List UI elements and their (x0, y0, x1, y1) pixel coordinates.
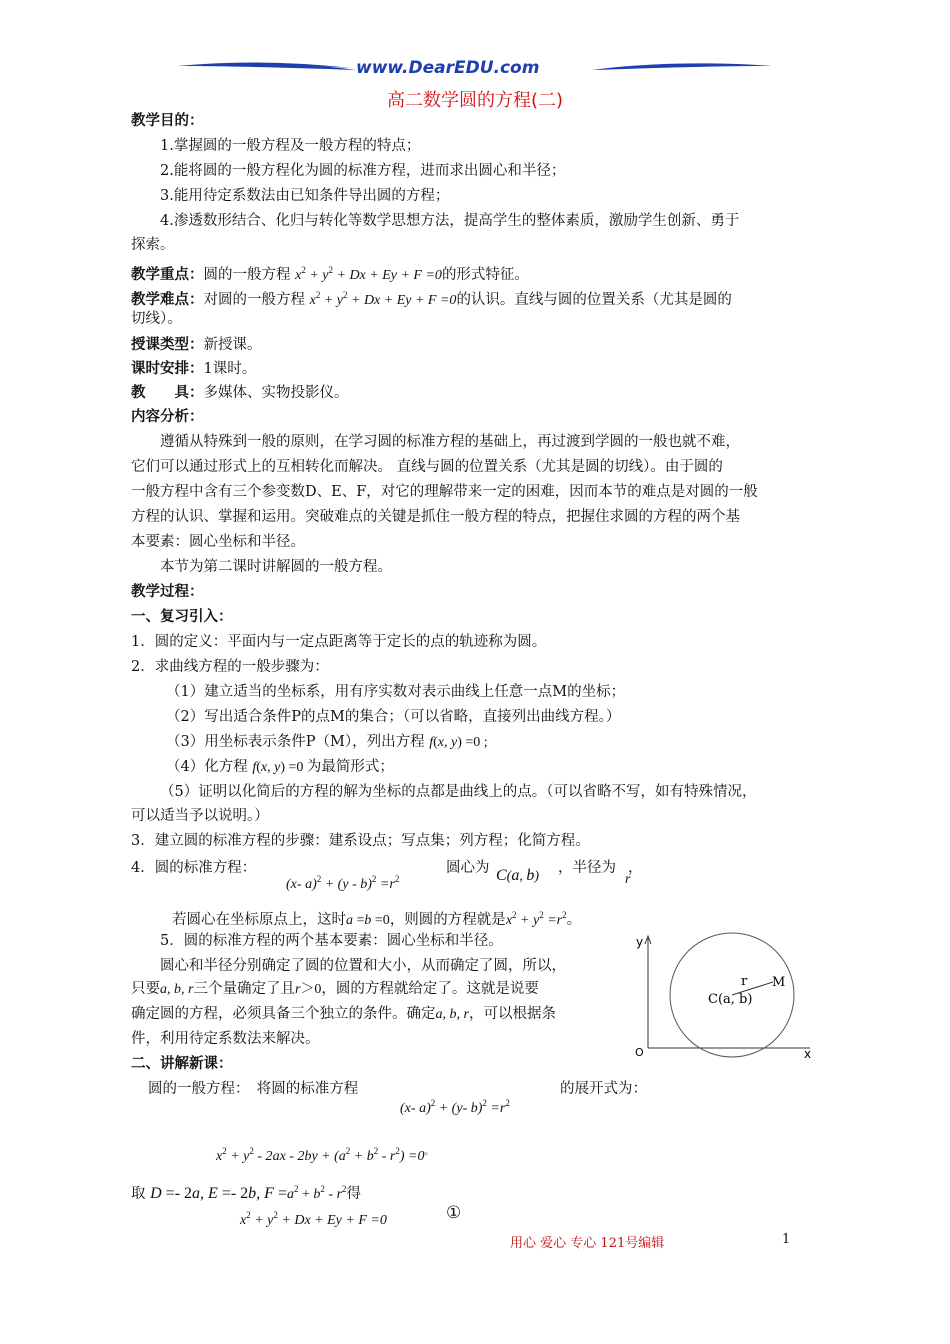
tools (131, 382, 349, 404)
tools-value: 多媒体、实物投影仪。 (203, 385, 349, 401)
lesson-type-label: 授课类型： (131, 337, 204, 353)
expanded-equation: $x^2 + y^2 - 2ax - 2by + (a^2 + b^2 - r^2) =0^。$ (216, 1146, 434, 1164)
origin-case: 若圆心在坐标原点上，这时a =b =0，则圆的方程就是$x^2 + y^2 =r^2$。 (172, 910, 582, 928)
steps-title: 2．求曲线方程的一般步骤为： (131, 659, 329, 675)
figure-r-label: r (741, 974, 748, 989)
process-heading: 教学过程： (131, 584, 204, 600)
lesson-type (131, 334, 262, 356)
standard-equation: (x- $a)^2 + (y - b)^2 =r^2$ (286, 874, 400, 892)
standard-steps: 3．建立圆的标准方程的步骤：建系设点；写点集；列方程；化简方程。 (131, 833, 590, 849)
para-line: 件，利用待定系数法来解决。 (131, 1031, 320, 1047)
figure-origin-label: O (635, 1046, 644, 1059)
step-4: （4）化方程 f(x, y) =0 为最简形式； (166, 759, 394, 775)
step-3-text: （3）用坐标表示条件P（M），列出方程 (166, 734, 425, 750)
para-part: 确定圆的方程，必须具备三个独立的条件。确定 (131, 1006, 436, 1022)
difficulty-post: 的认识。直线与圆的位置关系（尤其是圆的 (456, 292, 732, 308)
difficulty-label: 教学难点： (131, 292, 204, 308)
step-4-post: 为最简形式； (306, 759, 394, 775)
center-label: 圆心为 (446, 860, 490, 876)
analysis-line: 方程的认识、掌握和运用。突破难点的关键是抓住一般方程的特点，把握住求圆的方程的两个基 (131, 509, 740, 525)
difficulty-pre: 对圆的一般方程 (203, 292, 305, 308)
general-intro: 圆的一般方程： 将圆的标准方程 (148, 1081, 359, 1097)
new-lesson-heading: 二、讲解新课： (131, 1056, 233, 1072)
schedule-value: 1课时。 (203, 361, 257, 377)
circle-figure (630, 930, 820, 1060)
para-only: 只要 (131, 981, 160, 997)
key-point-pre: 圆的一般方程 (203, 267, 291, 283)
substitution: 取 D =- 2a, E =- 2b, $F =a^2 + b^2 - r^2$得 (131, 1184, 362, 1202)
key-point-post: 的形式特征。 (441, 267, 529, 283)
schedule (131, 358, 256, 380)
step-2: （2）写出适合条件P的点M的集合；（可以省略，直接列出曲线方程。） (166, 709, 621, 725)
lesson-type-value: 新授课。 (203, 337, 262, 353)
tools-label: 教 具： (131, 385, 204, 401)
analysis-line: 一般方程中含有三个参变数D、E、F，对它的理解带来一定的困难，因而本节的难点是对圆的一般 (131, 484, 758, 500)
analysis-note: 本节为第二课时讲解圆的一般方程。 (160, 559, 392, 575)
para-part: ，可以根据条 (468, 1006, 556, 1022)
analysis-line: 遵循从特殊到一般的原则，在学习圆的标准方程的基础上，再过渡到学圆的一般也就不难， (160, 434, 740, 450)
step-3: （3）用坐标表示条件P（M），列出方程 f(x, y) =0 ; (166, 734, 488, 750)
origin-mid: ，则圆的方程就是 (389, 912, 506, 928)
objective-item: 1.掌握圆的一般方程及一般方程的特点； (160, 138, 421, 154)
para-line: 圆心和半径分别确定了圆的位置和大小，从而确定了圆，所以， (160, 958, 566, 974)
step-3-eq: f (429, 735, 434, 750)
page-title: 高二数学圆的方程(二) (386, 90, 564, 111)
equation-number: ① (446, 1203, 462, 1223)
general-equation: $x^2 + y^2 + Dx + Ey + F =0$ (309, 290, 457, 308)
review-heading: 一、复习引入： (131, 609, 233, 625)
key-point-label: 教学重点： (131, 267, 204, 283)
step-5-cont: 可以适当予以说明。） (131, 808, 269, 824)
step-5: （5）证明以化简后的方程的解为坐标的点都是曲线上的点。（可以省略不写，如有特殊情况， (160, 784, 757, 800)
objective-item: 2.能将圆的一般方程化为圆的标准方程，进而求出圆心和半径； (160, 163, 566, 179)
page-number: 1 (782, 1232, 791, 1247)
general-intro-post: 的展开式为： (560, 1081, 647, 1097)
objectives-heading: 教学目的： (131, 113, 204, 129)
figure-center-label: C(a, b) (708, 992, 753, 1007)
objective-item-cont: 探索。 (131, 237, 175, 253)
circle-definition: 1．圆的定义：平面内与一定点距离等于定长的点的轨迹称为圆。 (131, 634, 547, 650)
para-part: ，圆的方程就给定了。这就是说要 (321, 981, 539, 997)
standard-equation: (x- a)$^2$ + (y- $b)^2 =r^2$ (400, 1098, 510, 1116)
step-4-text: （4）化方程 (166, 759, 248, 775)
analysis-line: 本要素：圆心坐标和半径。 (131, 534, 305, 550)
para-part: 三个量确定了且 (193, 981, 295, 997)
analysis-heading: 内容分析： (131, 409, 204, 425)
figure-x-label: x (804, 1047, 812, 1060)
comma: ， (628, 860, 643, 876)
key-point (131, 259, 529, 287)
standard-equation-label: 4．圆的标准方程： (131, 860, 257, 876)
general-equation-final: $x^2 + y^2 + Dx + Ey + F =0$ (240, 1210, 387, 1228)
radius-label: ，半径为 (558, 860, 616, 876)
footer-text: 用心 爱心 专心 121号编辑 (510, 1236, 665, 1251)
figure-m-label: M (772, 975, 786, 990)
take-label: 取 (131, 1186, 146, 1202)
figure-y-label: y (636, 935, 644, 949)
take-post: 得 (346, 1186, 362, 1202)
objective-item: 4.渗透数形结合、化归与转化等数学思想方法，提高学生的整体素质，激励学生创新、勇于 (160, 213, 740, 229)
general-equation: $x^2 + y^2 + Dx + Ey + F =0$ (295, 265, 442, 283)
two-elements: 5．圆的标准方程的两个基本要素：圆心坐标和半径。 (160, 933, 503, 949)
difficulty-cont: 切线）。 (131, 311, 182, 327)
difficulty (131, 284, 732, 312)
origin-pre: 若圆心在坐标原点上，这时 (172, 912, 346, 928)
center-coord: C(a, b) (496, 867, 540, 884)
para-line: 确定圆的方程，必须具备三个独立的条件。确定a, b, r，可以根据条 (131, 1006, 556, 1022)
step-1: （1）建立适当的坐标系，用有序实数对表示曲线上任意一点M的坐标； (166, 684, 626, 700)
analysis-line: 它们可以通过形式上的互相转化而解决。 直线与圆的位置关系（尤其是圆的切线）。由于圆的 (131, 459, 723, 475)
objective-item: 3.能用待定系数法由已知条件导出圆的方程； (160, 188, 450, 204)
schedule-label: 课时安排： (131, 361, 204, 377)
site-name: www.DearEDU.com (356, 58, 540, 78)
radius-var: r (625, 872, 631, 887)
para-line: 只要a, b, r三个量确定了且r＞0，圆的方程就给定了。这就是说要 (131, 981, 539, 997)
